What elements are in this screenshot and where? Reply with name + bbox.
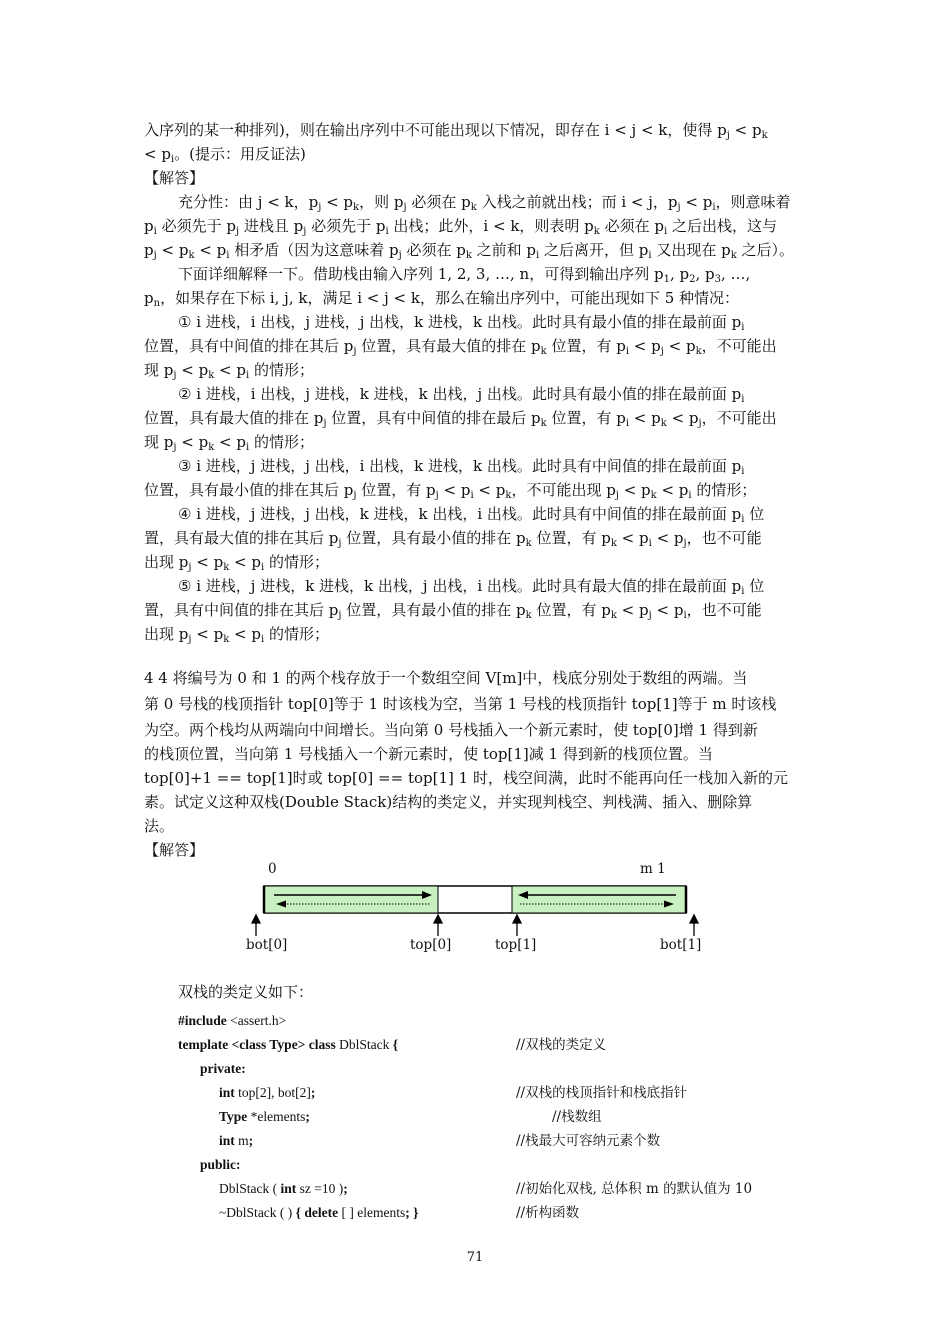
double-stack-diagram [240, 878, 710, 938]
continuation-line-2: < $p_i$。(提示：用反证法) [144, 145, 306, 165]
page-number: 71 [466, 1250, 484, 1265]
case-5-line-2: 置，具有中间值的排在其后 $p_j$ 位置，具有最小值的排在 $p_k$ 位置，有 $p_k < p_j < p_i$，也不可能 [144, 601, 762, 621]
code-m-comment: //栈最大可容纳元素个数 [516, 1133, 661, 1149]
answer-heading: 【解答】 [144, 169, 205, 187]
case-1-line-1: ① i 进栈，i 出栈，j 进栈，j 出栈，k 进栈，k 出栈。此时具有最小值的排在最前面 $p_i$ [178, 313, 745, 333]
bot0-label: bot[0] [246, 937, 288, 953]
code-template-line: template <class Type> class DblStack { [178, 1037, 399, 1052]
stack-0-region [264, 886, 438, 913]
code-include: #include <assert.h> [178, 1013, 287, 1028]
case-4-line-1: ④ i 进栈，j 进栈，j 出栈，k 进栈，k 出栈，i 出栈。此时具有中间值的排在最前面 $p_i$ 位 [178, 505, 765, 525]
code-public: public: [200, 1157, 241, 1172]
bot0-pointer-head [252, 915, 260, 923]
stack-1-region [512, 886, 686, 913]
case-5-line-3: 出现 $p_j < p_k < p_i$ 的情形； [144, 625, 329, 645]
code-constructor-comment: //初始化双栈, 总体积 m 的默认值为 10 [516, 1181, 753, 1197]
case-4-line-3: 出现 $p_j < p_k < p_i$ 的情形； [144, 553, 329, 573]
code-private: private: [200, 1061, 246, 1076]
problem-line-5: top[0]+1 == top[1]时或 top[0] == top[1] 1 时，栈空间满，此时不能再向任一栈加入新的元 [144, 769, 788, 787]
case-1-line-3: 现 $p_j < p_k < p_i$ 的情形； [144, 361, 314, 381]
code-elements-decl: Type *elements; [219, 1109, 310, 1124]
index-m-minus-1-label: m 1 [640, 861, 666, 877]
problem-line-4: 的栈顶位置，当向第 1 号栈插入一个新元素时，使 top[1]减 1 得到新的栈顶位置。当 [144, 745, 713, 763]
problem-line-7: 法。 [144, 817, 175, 835]
continuation-line-1: 入序列的某一种排列)，则在输出序列中不可能出现以下情况，即存在 i < j < k，使得 $p_j < p_k$ [144, 121, 768, 141]
case-3-line-1: ③ i 进栈，j 进栈，j 出栈，i 出栈，k 进栈，k 出栈。此时具有中间值的排在最前面 $p_i$ [178, 457, 745, 477]
problem-line-2: 第 0 号栈的栈顶指针 top[0]等于 1 时该栈为空，当第 1 号栈的栈顶指针 top[1]等于 m 时该栈 [144, 695, 777, 713]
case-1-line-2: 位置，具有中间值的排在其后 $p_j$ 位置，具有最大值的排在 $p_k$ 位置，有 $p_i < p_j < p_k$，不可能出 [144, 337, 777, 357]
problem-line-6: 素。试定义这种双栈(Double Stack)结构的类定义，并实现判栈空、判栈满、插入、删除算 [144, 793, 753, 811]
code-destructor-comment: //析构函数 [516, 1205, 580, 1221]
answer-heading-2: 【解答】 [144, 841, 205, 859]
detail-line-2: $p_n$，如果存在下标 i, j, k，满足 i < j < k，那么在输出序列中，可能出现如下 5 种情况： [144, 289, 740, 309]
code-destructor: ~DblStack ( ) { delete [ ] elements; } [219, 1205, 419, 1220]
case-4-line-2: 置，具有最大值的排在其后 $p_j$ 位置，具有最小值的排在 $p_k$ 位置，有 $p_k < p_i < p_j$，也不可能 [144, 529, 762, 549]
case-2-line-1: ② i 进栈，i 出栈，j 进栈，k 进栈，k 出栈，j 出栈。此时具有最小值的排在最前面 $p_i$ [178, 385, 745, 405]
case-3-line-2: 位置，具有最小值的排在其后 $p_j$ 位置，有 $p_j < p_i < p_k$，不可能出现 $p_j < p_k < p_i$ 的情形； [144, 481, 757, 501]
index-zero-label: 0 [268, 861, 277, 877]
problem-line-3: 为空。两个栈均从两端向中间增长。当向第 0 号栈插入一个新元素时，使 top[0]增 1 得到新 [144, 721, 758, 739]
problem-line-1: 4 4 将编号为 0 和 1 的两个栈存放于一个数组空间 V[m]中，栈底分别处于数组的两端。当 [144, 669, 748, 687]
class-intro: 双栈的类定义如下： [178, 983, 314, 1001]
sufficiency-line-3: $p_j < p_k < p_i$ 相矛盾（因为这意味着 $p_j$ 必须在 $p_k$ 之前和 $p_i$ 之后离开，但 $p_i$ 又出现在 $p_k$ 之后）。 [144, 241, 795, 261]
sufficiency-line-2: $p_i$ 必须先于 $p_j$ 进栈且 $p_j$ 必须先于 $p_i$ 出栈；此外，i < k，则表明 $p_k$ 必须在 $p_i$ 之后出栈，这与 [144, 217, 777, 237]
bot1-label: bot[1] [660, 937, 702, 953]
code-elements-comment: //栈数组 [552, 1109, 602, 1125]
detail-line-1: 下面详细解释一下。借助栈由输入序列 1, 2, 3, …, n，可得到输出序列 $p_1$, $p_2$, $p_3$, …, [178, 265, 751, 285]
top0-pointer-head [434, 915, 442, 923]
code-template-comment: //双栈的类定义 [516, 1037, 607, 1053]
bot1-pointer-head [690, 915, 698, 923]
code-m-decl: int m; [219, 1133, 254, 1148]
top0-label: top[0] [410, 937, 452, 953]
case-2-line-2: 位置，具有最大值的排在 $p_j$ 位置，具有中间值的排在最后 $p_k$ 位置，有 $p_i < p_k < p_j$，不可能出 [144, 409, 777, 429]
sufficiency-line-1: 充分性：由 j < k，$p_j < p_k$，则 $p_j$ 必须在 $p_k$ 入栈之前就出栈；而 i < j，$p_j < p_i$，则意味着 [178, 193, 791, 213]
case-5-line-1: ⑤ i 进栈，j 进栈，k 进栈，k 出栈，j 出栈，i 出栈。此时具有最大值的排在最前面 $p_i$ 位 [178, 577, 765, 597]
code-top-bot-comment: //双栈的栈顶指针和栈底指针 [516, 1085, 688, 1101]
case-2-line-3: 现 $p_j < p_k < p_i$ 的情形； [144, 433, 314, 453]
top1-label: top[1] [495, 937, 537, 953]
code-top-bot-decl: int top[2], bot[2]; [219, 1085, 316, 1100]
top1-pointer-head [513, 915, 521, 923]
code-constructor: DblStack ( int sz =10 ); [219, 1181, 348, 1196]
